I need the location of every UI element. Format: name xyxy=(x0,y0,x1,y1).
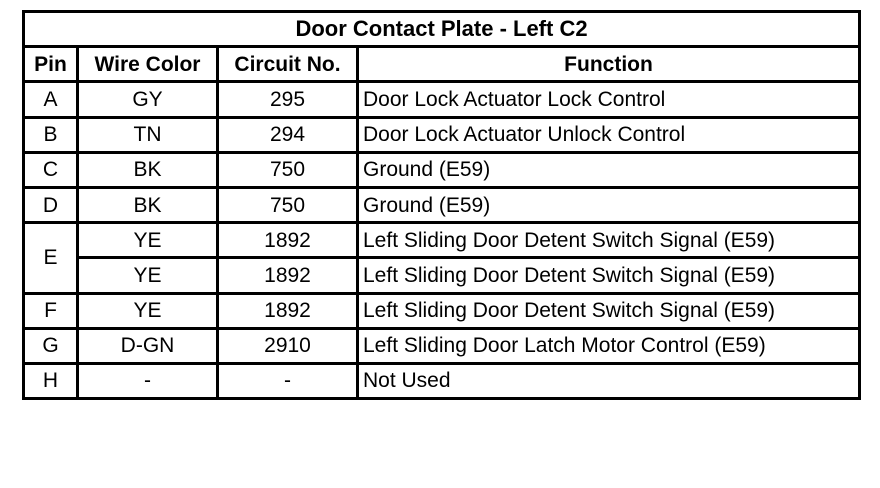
pin-cell: F xyxy=(24,293,78,328)
wire-color-cell: BK xyxy=(78,152,218,187)
table-row xyxy=(24,293,860,328)
title-row xyxy=(24,12,860,47)
pin-cell: A xyxy=(24,82,78,117)
table-row xyxy=(24,152,860,187)
circuit-cell: - xyxy=(218,363,358,398)
table-title: Door Contact Plate - Left C2 xyxy=(24,12,860,47)
function-cell: Not Used xyxy=(358,363,860,398)
table-row xyxy=(24,258,860,293)
circuit-cell: 1892 xyxy=(218,223,358,258)
circuit-cell: 294 xyxy=(218,117,358,152)
function-cell: Left Sliding Door Detent Switch Signal (E59) xyxy=(358,293,860,328)
header-circuit: Circuit No. xyxy=(218,47,358,82)
circuit-cell: 2910 xyxy=(218,328,358,363)
connector-table xyxy=(22,10,861,400)
circuit-cell: 750 xyxy=(218,187,358,222)
table-row xyxy=(24,117,860,152)
wire-color-cell: - xyxy=(78,363,218,398)
table-row xyxy=(24,223,860,258)
function-cell: Ground (E59) xyxy=(358,187,860,222)
wire-color-cell: D-GN xyxy=(78,328,218,363)
function-cell: Ground (E59) xyxy=(358,152,860,187)
wire-color-cell: BK xyxy=(78,187,218,222)
pin-cell: G xyxy=(24,328,78,363)
table-row xyxy=(24,187,860,222)
wire-color-cell: YE xyxy=(78,223,218,258)
function-cell: Left Sliding Door Detent Switch Signal (E59) xyxy=(358,223,860,258)
header-wire-color: Wire Color xyxy=(78,47,218,82)
header-pin: Pin xyxy=(24,47,78,82)
pin-cell: C xyxy=(24,152,78,187)
function-cell: Left Sliding Door Latch Motor Control (E59) xyxy=(358,328,860,363)
header-function: Function xyxy=(358,47,860,82)
wire-color-cell: YE xyxy=(78,258,218,293)
pin-cell: B xyxy=(24,117,78,152)
circuit-cell: 1892 xyxy=(218,258,358,293)
function-cell: Door Lock Actuator Unlock Control xyxy=(358,117,860,152)
pin-cell: H xyxy=(24,363,78,398)
pin-cell: E xyxy=(24,223,78,293)
function-cell: Door Lock Actuator Lock Control xyxy=(358,82,860,117)
circuit-cell: 295 xyxy=(218,82,358,117)
table-row xyxy=(24,328,860,363)
table-row xyxy=(24,82,860,117)
wire-color-cell: GY xyxy=(78,82,218,117)
wire-color-cell: YE xyxy=(78,293,218,328)
pin-cell: D xyxy=(24,187,78,222)
circuit-cell: 1892 xyxy=(218,293,358,328)
table-row xyxy=(24,363,860,398)
wire-color-cell: TN xyxy=(78,117,218,152)
header-row xyxy=(24,47,860,82)
circuit-cell: 750 xyxy=(218,152,358,187)
function-cell: Left Sliding Door Detent Switch Signal (E59) xyxy=(358,258,860,293)
